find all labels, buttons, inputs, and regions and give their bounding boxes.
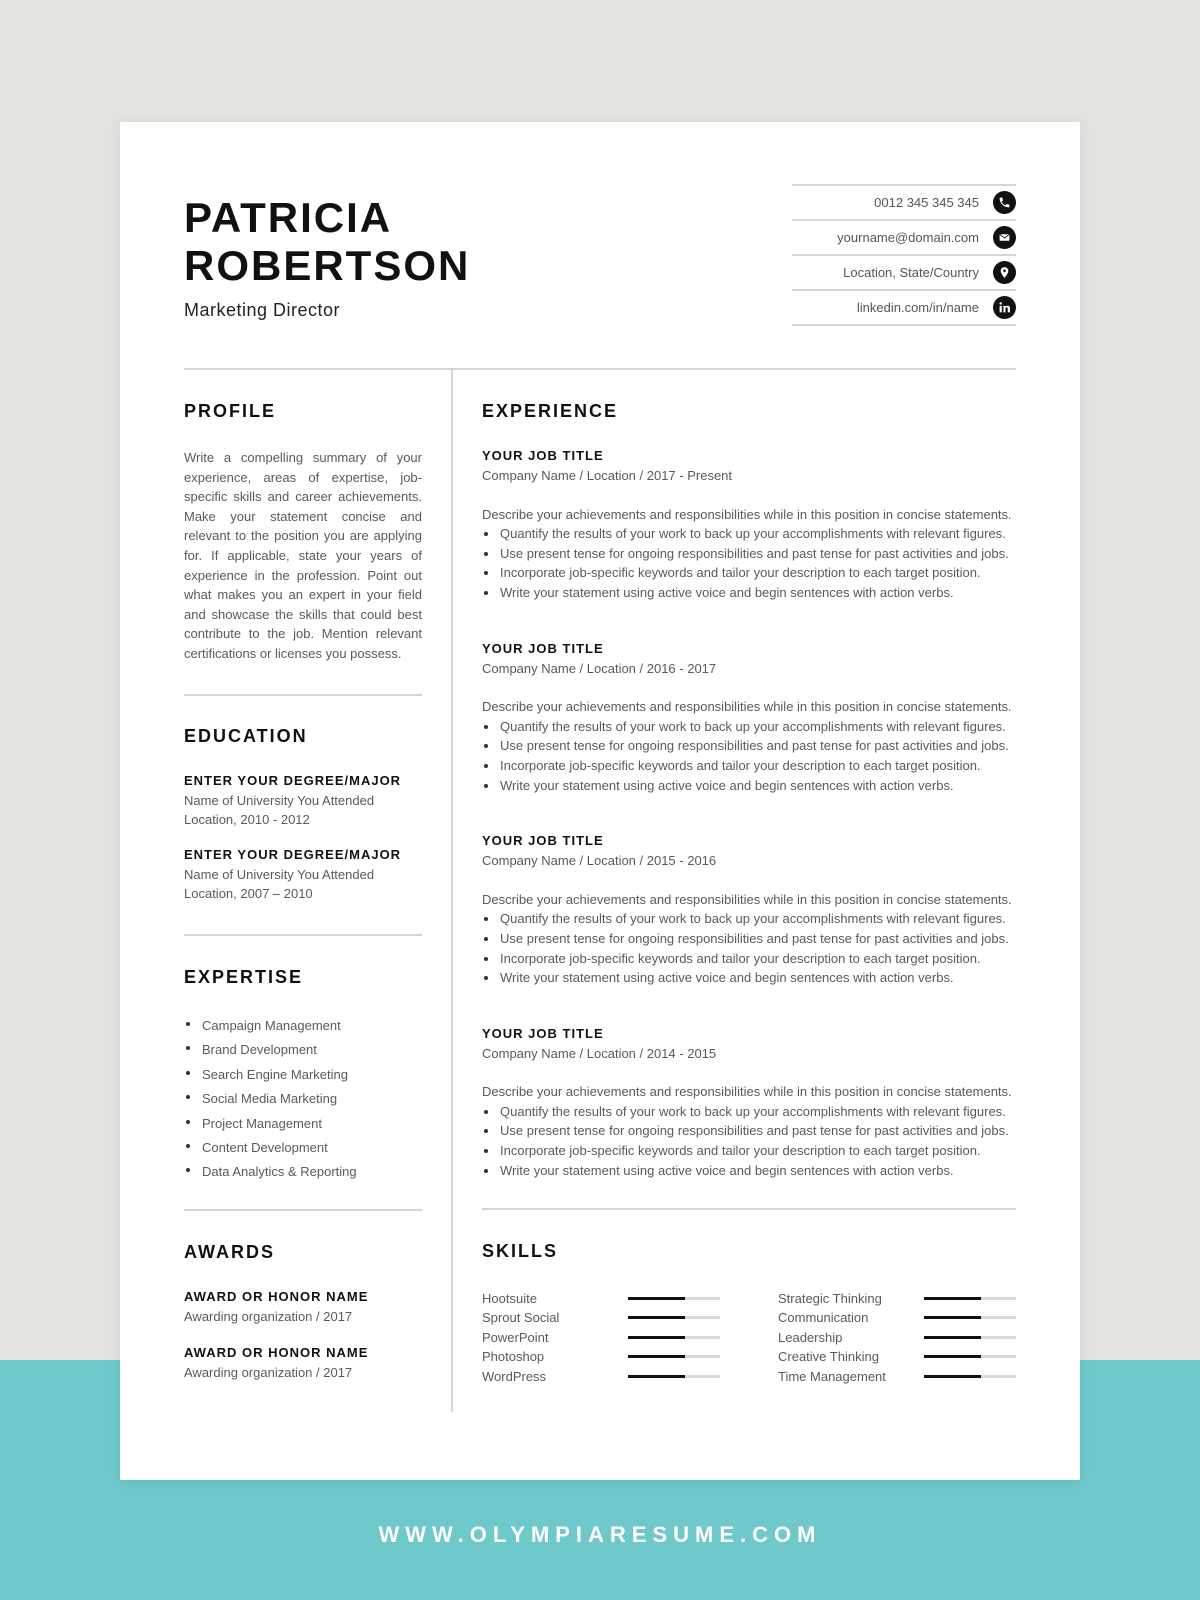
candidate-name — [184, 194, 470, 290]
contact-email — [792, 221, 1016, 256]
job-description: Describe your achievements and responsibilities while in this position in concise statements. — [482, 891, 1012, 907]
skill-name: Time Management — [778, 1368, 886, 1384]
skill-row — [778, 1327, 1016, 1347]
resume-page — [120, 122, 1080, 1480]
job-bullet: Write your statement using active voice and begin sentences with action verbs. — [482, 968, 1016, 988]
job-bullet: Write your statement using active voice and begin sentences with action verbs. — [482, 776, 1016, 796]
job-company: Company Name / Location / 2015 - 2016 — [482, 853, 717, 869]
skills-heading: SKILLS — [482, 1241, 559, 1262]
contact-location — [792, 256, 1016, 291]
job-role: Marketing Director — [184, 300, 341, 320]
job-company: Company Name / Location / 2016 - 2017 — [482, 660, 717, 676]
award-org: Awarding organization / 2017 — [184, 1365, 353, 1381]
skill-bar — [924, 1316, 1016, 1319]
education-meta: Location, 2007 – 2010 — [184, 886, 313, 902]
email-text: yourname@domain.com — [837, 230, 979, 245]
skill-bar-fill — [924, 1355, 981, 1358]
skill-row — [778, 1308, 1016, 1328]
skill-bar — [628, 1336, 720, 1339]
award-org: Awarding organization / 2017 — [184, 1308, 353, 1324]
expertise-item: Data Analytics & Reporting — [184, 1160, 422, 1184]
skill-bar — [628, 1316, 720, 1319]
job-bullet: Incorporate job-specific keywords and tailor your description to each target position. — [482, 1141, 1016, 1161]
skill-row — [482, 1308, 720, 1328]
education-degree: ENTER YOUR DEGREE/MAJOR — [184, 846, 402, 862]
skill-bar-fill — [628, 1297, 685, 1300]
award-item — [184, 1345, 422, 1383]
job-bullet: Use present tense for ongoing responsibilities and past tense for past activities and jobs. — [482, 544, 1016, 564]
job-bullet: Use present tense for ongoing responsibilities and past tense for past activities and jobs. — [482, 736, 1016, 756]
job-bullets — [482, 1102, 1016, 1180]
award-item — [184, 1289, 422, 1327]
job-bullet: Use present tense for ongoing responsibilities and past tense for past activities and jobs. — [482, 1121, 1016, 1141]
job-bullets — [482, 717, 1016, 795]
job-bullet: Use present tense for ongoing responsibilities and past tense for past activities and jobs. — [482, 929, 1016, 949]
skill-name: Hootsuite — [482, 1290, 537, 1306]
skill-row — [482, 1367, 720, 1387]
skill-row — [482, 1327, 720, 1347]
skill-bar — [628, 1375, 720, 1378]
job-bullet: Quantify the results of your work to back up your accomplishments with relevant figures. — [482, 909, 1016, 929]
job-title: YOUR JOB TITLE — [482, 640, 604, 656]
job-entry — [482, 833, 1016, 988]
footer-website-url: WWW.OLYMPIARESUME.COM — [378, 1522, 822, 1547]
skill-bar-fill — [628, 1336, 685, 1339]
expertise-item: Project Management — [184, 1112, 422, 1136]
location-text: Location, State/Country — [843, 265, 979, 280]
job-title: YOUR JOB TITLE — [482, 448, 604, 463]
skill-bar-fill — [628, 1316, 685, 1319]
job-bullet: Write your statement using active voice and begin sentences with action verbs. — [482, 583, 1016, 603]
expertise-heading: EXPERTISE — [184, 966, 304, 987]
expertise-item: Campaign Management — [184, 1014, 422, 1038]
skill-name: Strategic Thinking — [778, 1290, 882, 1306]
profile-heading: PROFILE — [184, 401, 277, 421]
last-name: ROBERTSON — [184, 242, 471, 289]
job-bullet: Incorporate job-specific keywords and tailor your description to each target position. — [482, 756, 1016, 776]
skill-bar-fill — [924, 1316, 981, 1319]
education-item — [184, 847, 422, 904]
job-bullets — [482, 524, 1016, 602]
location-pin-icon — [993, 261, 1016, 284]
skill-bar — [924, 1297, 1016, 1300]
left-column — [184, 370, 422, 1383]
skill-row — [778, 1367, 1016, 1387]
skill-bar — [924, 1355, 1016, 1358]
skill-bar-fill — [924, 1297, 981, 1300]
job-description: Describe your achievements and responsibilities while in this position in concise statements. — [482, 699, 1012, 715]
skill-row — [482, 1288, 720, 1308]
award-name: AWARD OR HONOR NAME — [184, 1288, 369, 1304]
profile-divider — [184, 694, 422, 696]
contact-phone — [792, 186, 1016, 221]
skill-bar — [628, 1297, 720, 1300]
job-bullets — [482, 909, 1016, 987]
contact-linkedin — [792, 291, 1016, 326]
job-bullet: Incorporate job-specific keywords and tailor your description to each target position. — [482, 563, 1016, 583]
skill-bar-fill — [628, 1375, 685, 1378]
expertise-item: Search Engine Marketing — [184, 1063, 422, 1087]
skill-name: WordPress — [482, 1368, 547, 1384]
skill-row — [778, 1288, 1016, 1308]
skill-name: Sprout Social — [482, 1310, 560, 1326]
skill-name: PowerPoint — [482, 1329, 549, 1345]
skills-column-right — [778, 1288, 1016, 1386]
job-bullet: Write your statement using active voice and begin sentences with action verbs. — [482, 1161, 1016, 1181]
expertise-list — [184, 1014, 422, 1185]
job-entry — [482, 641, 1016, 796]
skill-bar-fill — [924, 1336, 981, 1339]
job-bullet: Incorporate job-specific keywords and tailor your description to each target position. — [482, 949, 1016, 969]
linkedin-icon — [993, 296, 1016, 319]
linkedin-text: linkedin.com/in/name — [856, 300, 979, 315]
education-school: Name of University You Attended — [184, 866, 375, 882]
expertise-item: Brand Development — [184, 1038, 422, 1062]
job-company: Company Name / Location / 2014 - 2015 — [482, 1045, 717, 1061]
education-school: Name of University You Attended — [184, 792, 375, 808]
job-entry — [482, 1026, 1016, 1181]
right-column — [482, 370, 1016, 1386]
skill-bar — [924, 1375, 1016, 1378]
skill-name: Communication — [778, 1310, 869, 1326]
education-degree: ENTER YOUR DEGREE/MAJOR — [184, 772, 402, 788]
education-divider — [184, 934, 422, 936]
skill-row — [778, 1347, 1016, 1367]
skill-name: Photoshop — [482, 1349, 545, 1365]
expertise-item: Content Development — [184, 1136, 422, 1160]
job-description: Describe your achievements and responsibilities while in this position in concise statements. — [482, 1084, 1012, 1100]
first-name: PATRICIA — [184, 194, 393, 241]
job-description: Describe your achievements and responsibilities while in this position in concise statements. — [482, 506, 1012, 522]
skill-name: Creative Thinking — [778, 1349, 879, 1365]
expertise-item: Social Media Marketing — [184, 1087, 422, 1111]
job-title: YOUR JOB TITLE — [482, 1025, 604, 1041]
skill-bar-fill — [628, 1355, 685, 1358]
contact-list — [792, 184, 1016, 326]
skill-name: Leadership — [778, 1329, 843, 1345]
phone-icon — [993, 191, 1016, 214]
mail-icon — [993, 226, 1016, 249]
job-bullet: Quantify the results of your work to back up your accomplishments with relevant figures. — [482, 1102, 1016, 1122]
profile-summary: Write a compelling summary of your experience, areas of expertise, job-specific skills and career achievements. Make your statement concise and relevant to the position you are applying for. If applicable, state your years of experience in the profession. Point out what makes you an expert in your field and showcase the skills that could best contribute to the job. Mention relevant certifications or licenses you possess. — [184, 450, 422, 661]
column-divider — [451, 370, 453, 1412]
skill-bar-fill — [924, 1375, 981, 1378]
expertise-divider — [184, 1209, 422, 1211]
education-meta: Location, 2010 - 2012 — [184, 812, 310, 828]
skills-grid — [482, 1288, 1016, 1386]
experience-divider — [482, 1208, 1016, 1210]
award-name: AWARD OR HONOR NAME — [184, 1345, 369, 1361]
job-title: YOUR JOB TITLE — [482, 833, 604, 849]
skill-row — [482, 1347, 720, 1367]
skill-bar — [628, 1355, 720, 1358]
skill-bar — [924, 1336, 1016, 1339]
education-item — [184, 773, 422, 830]
experience-heading: EXPERIENCE — [482, 401, 619, 421]
education-heading: EDUCATION — [184, 725, 308, 746]
job-bullet: Quantify the results of your work to back up your accomplishments with relevant figures. — [482, 524, 1016, 544]
skills-column-left — [482, 1288, 720, 1386]
job-bullet: Quantify the results of your work to back up your accomplishments with relevant figures. — [482, 717, 1016, 737]
job-entry — [482, 448, 1016, 603]
awards-heading: AWARDS — [184, 1241, 276, 1262]
job-company: Company Name / Location / 2017 - Present — [482, 468, 733, 483]
phone-text: 0012 345 345 345 — [874, 195, 979, 210]
